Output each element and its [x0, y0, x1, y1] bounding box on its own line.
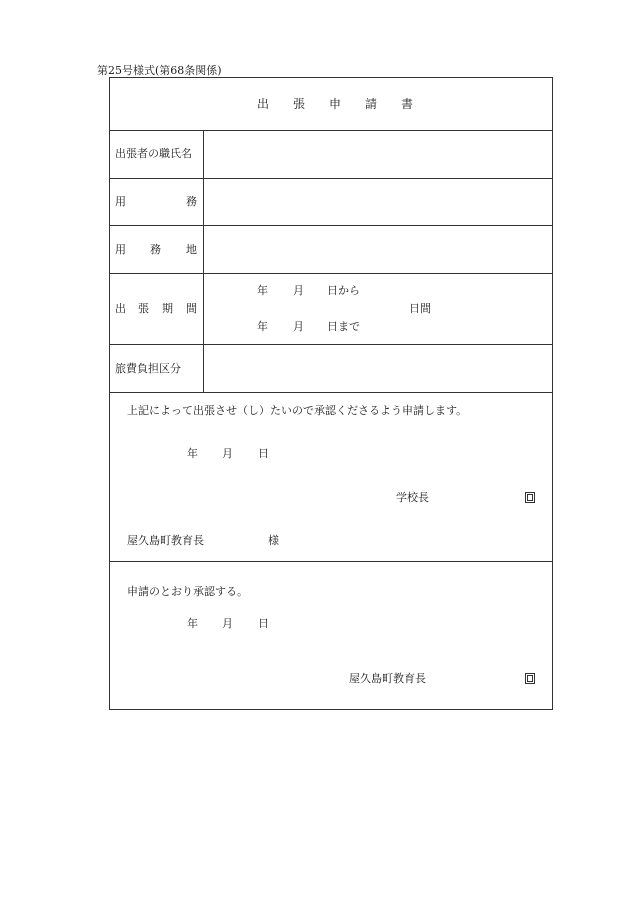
place-label-char: 地 — [186, 243, 197, 256]
request-date-day: 日 — [258, 447, 269, 460]
title-char: 申 — [329, 97, 342, 111]
period-to-year: 年 — [257, 320, 268, 333]
addressee-label: 屋久島町教育長 — [127, 534, 204, 547]
row-divider — [110, 561, 552, 562]
approval-date-day: 日 — [258, 617, 269, 630]
seal-mark-icon — [525, 673, 535, 684]
period-label-char: 張 — [138, 302, 149, 315]
duty-field[interactable] — [204, 179, 552, 224]
period-label-char: 期 — [162, 302, 173, 315]
period-label-char: 間 — [186, 302, 197, 315]
approval-date-month: 月 — [222, 617, 233, 630]
duty-label-char: 務 — [186, 195, 197, 208]
approval-date-year: 年 — [187, 617, 198, 630]
approval-statement: 申請のとおり承認する。 — [127, 585, 248, 598]
expense-field[interactable] — [204, 345, 552, 391]
period-field[interactable] — [204, 274, 552, 343]
addressee-honorific: 様 — [268, 534, 279, 547]
row-divider — [110, 392, 552, 393]
place-label-char: 務 — [150, 243, 161, 256]
form-number: 第25号様式(第68条関係) — [97, 64, 222, 77]
name-field[interactable] — [204, 131, 552, 177]
request-date-month: 月 — [222, 447, 233, 460]
title-char: 出 — [257, 97, 270, 111]
period-days: 日間 — [409, 302, 431, 315]
name-label: 出張者の職氏名 — [115, 147, 192, 160]
seal-mark-icon — [525, 492, 535, 503]
duty-label-char: 用 — [115, 195, 126, 208]
period-to-day: 日まで — [327, 320, 360, 333]
place-field[interactable] — [204, 226, 552, 272]
title-char: 書 — [401, 97, 414, 111]
application-form-table — [109, 77, 553, 710]
expense-label: 旅費負担区分 — [115, 362, 181, 375]
period-to-month: 月 — [293, 320, 304, 333]
request-date-year: 年 — [187, 447, 198, 460]
period-from-year: 年 — [257, 284, 268, 297]
period-from-month: 月 — [293, 284, 304, 297]
request-statement: 上記によって出張させ（し）たいので承認くださるよう申請します。 — [127, 404, 468, 417]
period-label-char: 出 — [115, 302, 126, 315]
place-label-char: 用 — [115, 243, 126, 256]
approver-label: 屋久島町教育長 — [349, 672, 426, 685]
principal-label: 学校長 — [396, 491, 429, 504]
title-char: 張 — [293, 97, 306, 111]
period-from-day: 日から — [327, 284, 360, 297]
title-char: 請 — [365, 97, 378, 111]
